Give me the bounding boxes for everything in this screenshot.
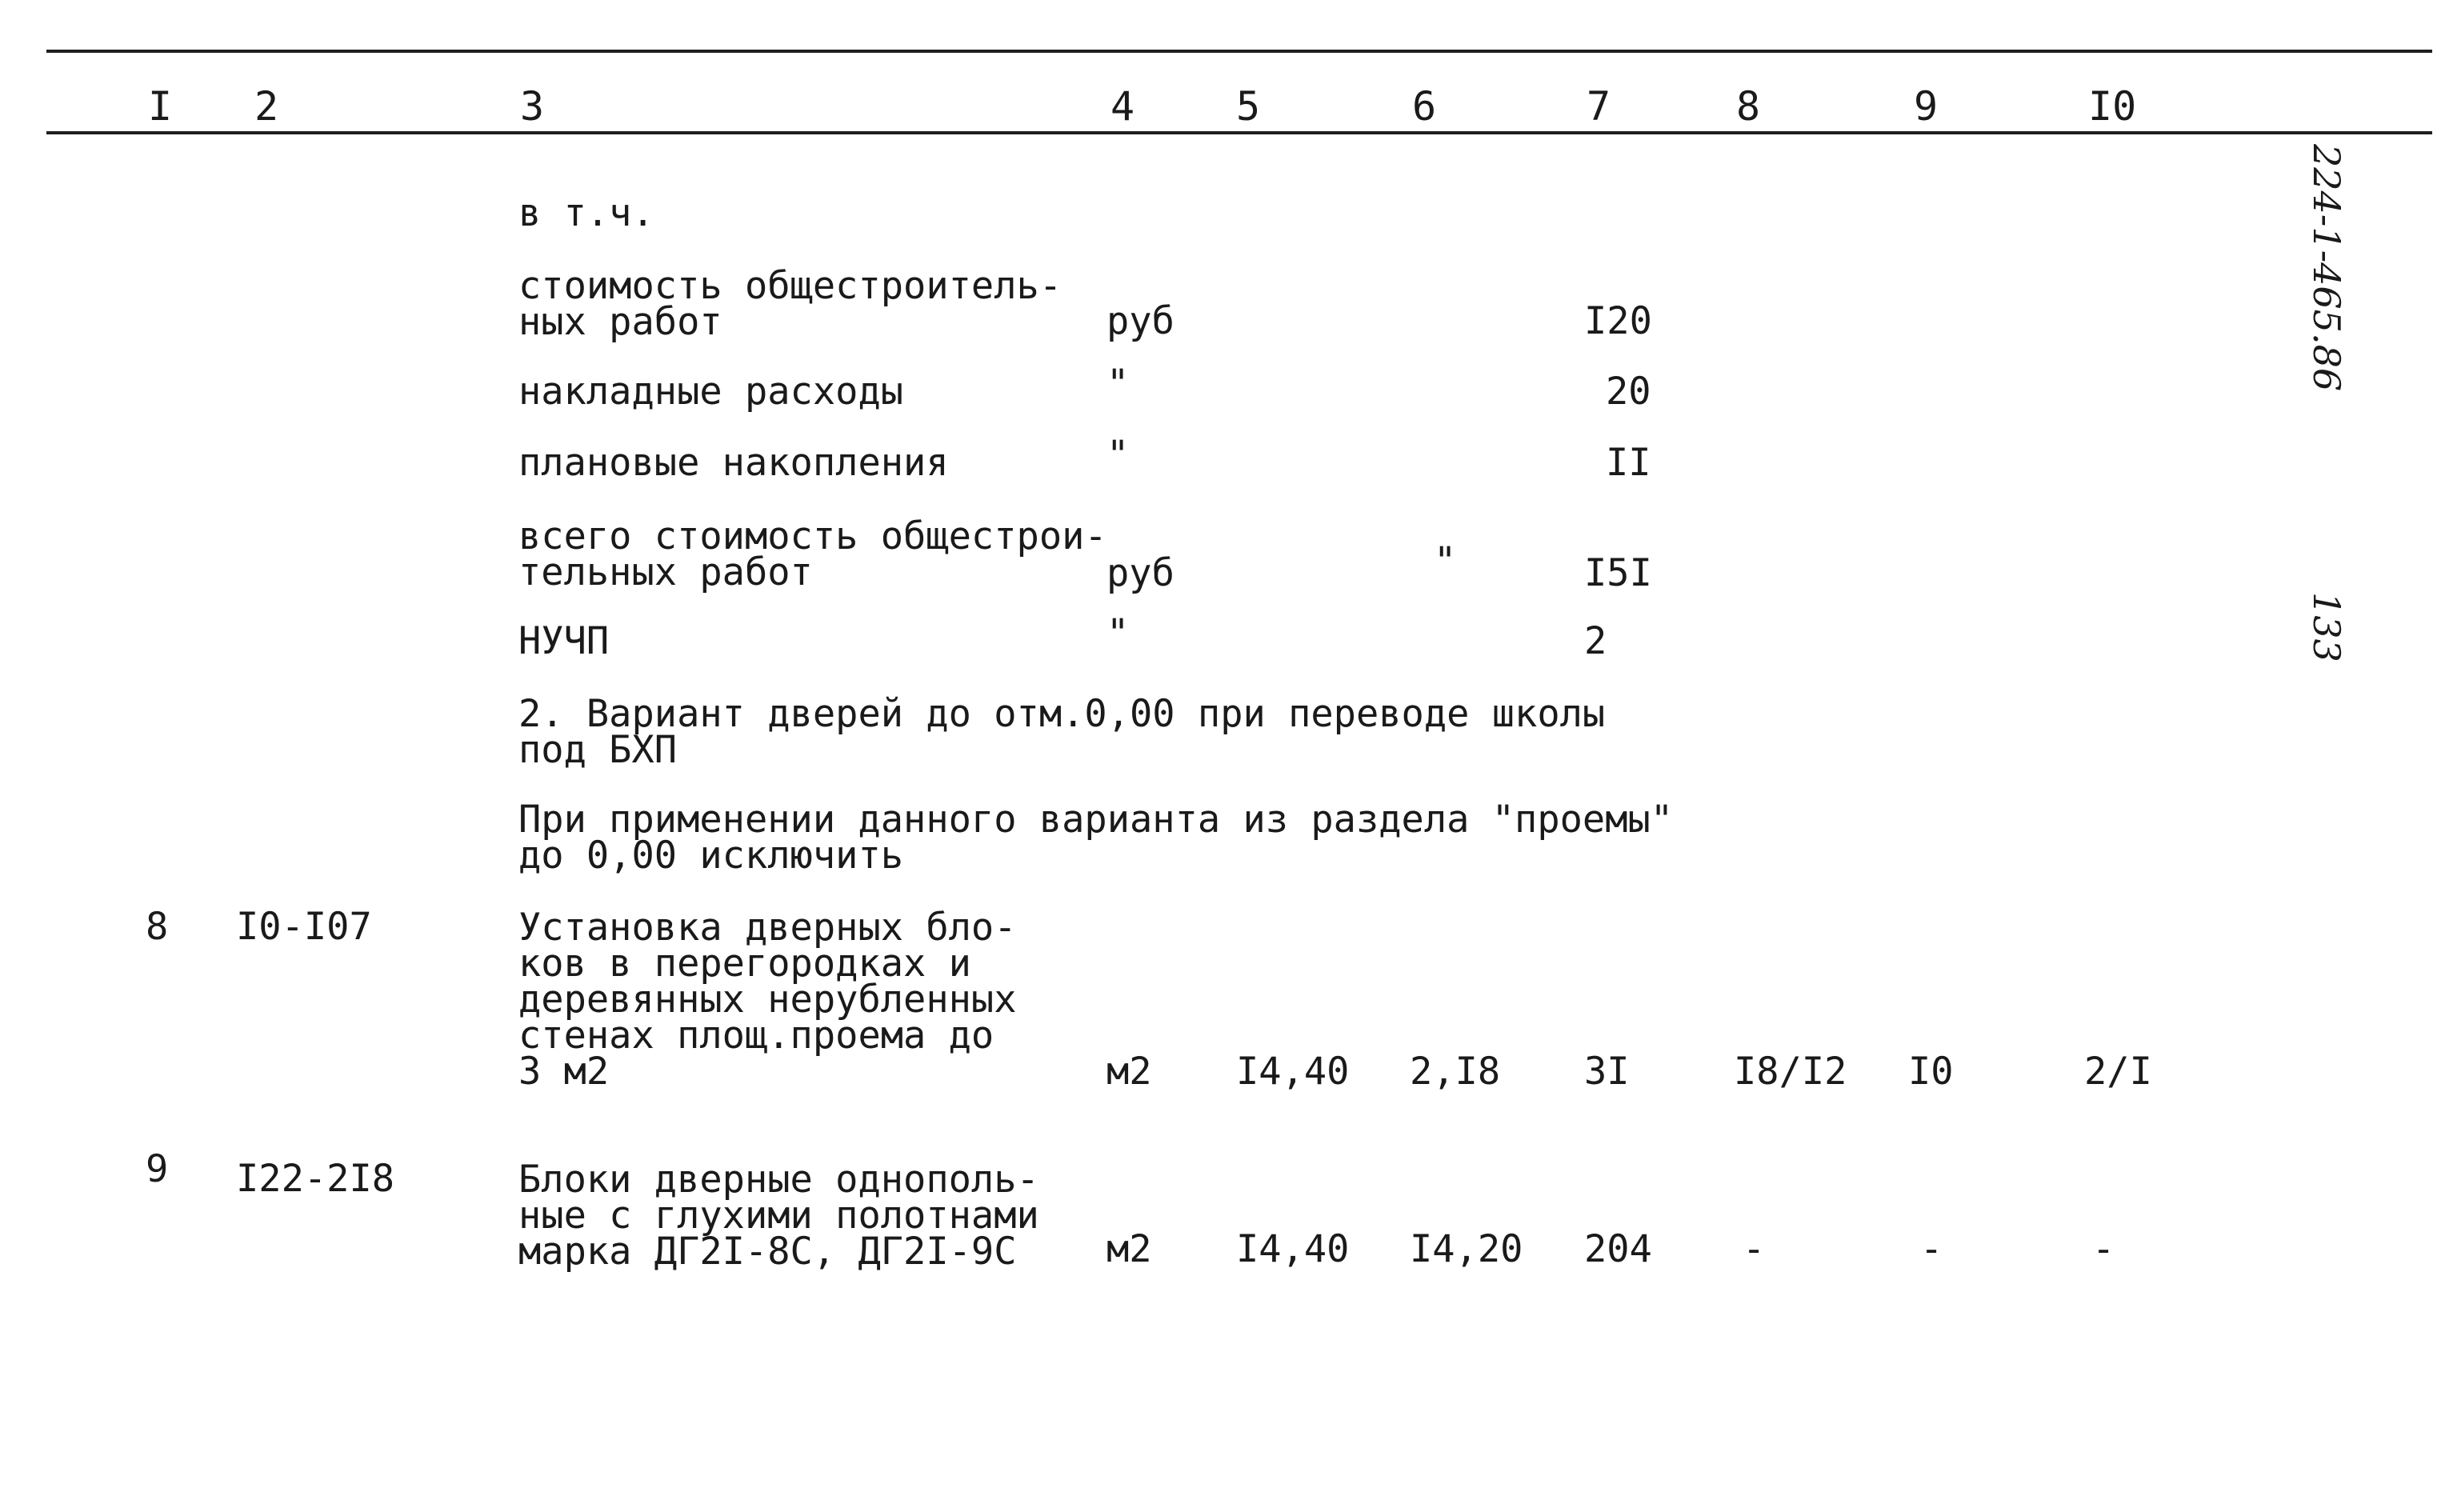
item-unit: м2 [1106, 1050, 1152, 1094]
item-col7: 204 [1584, 1227, 1652, 1271]
margin-document-code: 224-1-465.86 [2305, 144, 2348, 392]
column-header-6: 6 [1412, 83, 1437, 130]
column-header-1: I [148, 83, 173, 130]
row-unit: " [1106, 611, 1130, 655]
item-col9: - [1920, 1227, 1943, 1271]
row-col7: 20 [1606, 370, 1651, 414]
item-col6: I4,20 [1410, 1227, 1523, 1271]
item-code: I22-2I8 [236, 1157, 395, 1201]
item-col8: I8/I2 [1734, 1050, 1847, 1094]
item-name: Блоки дверные однополь- ные с глухими полотнами марка ДГ2I-8С, ДГ2I-9С [518, 1158, 1039, 1274]
row-col6: " [1434, 539, 1457, 583]
row-unit: руб [1106, 551, 1174, 595]
row-col7: 2 [1584, 619, 1607, 663]
row-col7: I20 [1584, 299, 1652, 343]
row-unit: руб [1106, 299, 1174, 343]
row-name: всего стоимость общестрои- тельных работ [518, 514, 1107, 594]
column-header-3: 3 [520, 83, 545, 130]
item-unit: м2 [1106, 1227, 1152, 1271]
item-code: I0-I07 [236, 905, 372, 949]
row-name: НУЧП [518, 619, 610, 663]
column-header-10: I0 [2088, 83, 2137, 130]
header-bottom-rule [46, 131, 2432, 134]
top-rule [46, 50, 2432, 53]
row-col7: II [1606, 441, 1651, 485]
item-number: 9 [146, 1147, 169, 1191]
item-col7: 3I [1584, 1050, 1630, 1094]
item-col6: 2,I8 [1410, 1050, 1501, 1094]
column-header-8: 8 [1736, 83, 1761, 130]
column-header-4: 4 [1110, 83, 1135, 130]
row-name: накладные расходы [518, 370, 904, 414]
margin-page-number: 133 [2305, 592, 2348, 662]
including-label: в т.ч. [518, 191, 654, 235]
item-col5: I4,40 [1236, 1050, 1350, 1094]
column-header-5: 5 [1236, 83, 1261, 130]
row-col7: I5I [1584, 551, 1652, 595]
row-unit: " [1106, 433, 1130, 477]
item-col9: I0 [1908, 1050, 1954, 1094]
row-unit: " [1106, 362, 1130, 406]
item-col10: - [2092, 1227, 2115, 1271]
item-number: 8 [146, 905, 169, 949]
item-col10: 2/I [2084, 1050, 2152, 1094]
apply-note: При применении данного варианта из раздела "проемы" до 0,00 исключить [518, 798, 1674, 878]
row-name: плановые накопления [518, 441, 949, 485]
variant-note: 2. Вариант дверей до отм.0,00 при переводе школы под БХП [518, 692, 1606, 772]
item-col5: I4,40 [1236, 1227, 1350, 1271]
column-header-9: 9 [1914, 83, 1939, 130]
column-header-2: 2 [254, 83, 279, 130]
row-name: стоимость общестроитель- ных работ [518, 264, 1062, 344]
item-name: Установка дверных бло- ков в перегородках и деревянных нерубленных стенах площ.проема до 3 м2 [518, 906, 1017, 1094]
column-header-7: 7 [1587, 83, 1611, 130]
item-col8: - [1743, 1227, 1766, 1271]
